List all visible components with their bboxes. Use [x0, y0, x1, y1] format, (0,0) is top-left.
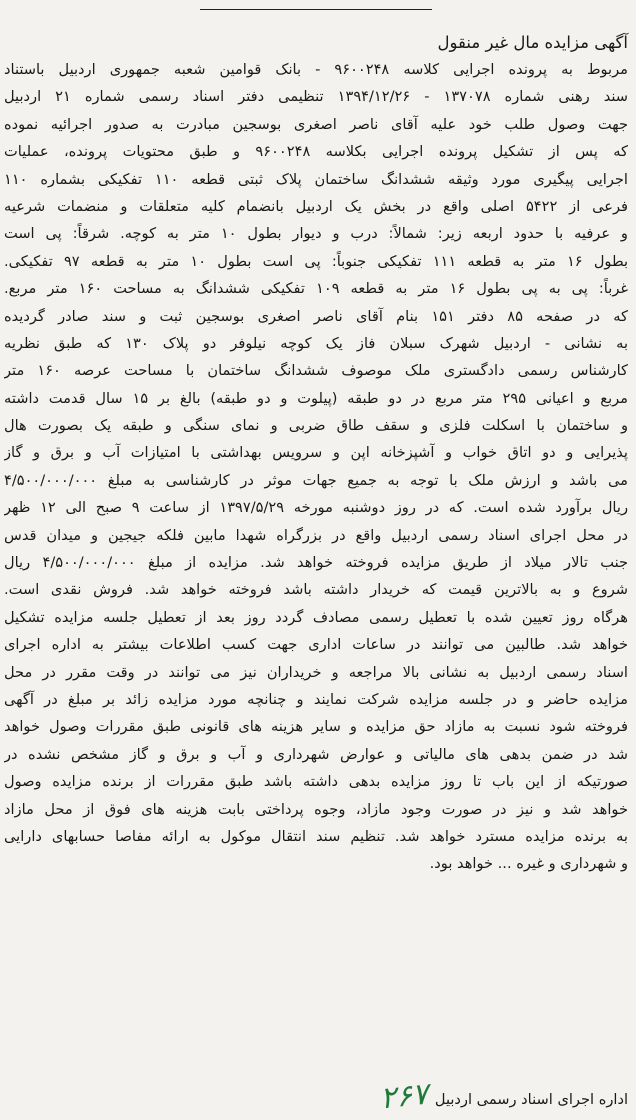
notice-line: در محل اجرای اسناد رسمی اردبیل واقع در بزرگراه شهدا مابین فلکه جیجین و میدان قدس [4, 526, 628, 544]
notice-line: جهت وصول طلب خود علیه آقای ناصر اصغری بوسجین مبادرت به صدور اجرائیه نموده [4, 115, 628, 133]
notice-line: مربوط به پرونده اجرایی کلاسه ۹۶۰۰۲۴۸ - بانک قوامین شعبه جمهوری اردبیل باستناد [4, 61, 628, 78]
notice-line: و عرفیه با حدود اربعه زیر: شمالاً: درب و دیوار بطول ۱۰ متر به کوچه. شرقاً: پی است [4, 225, 628, 243]
notice-line: به نشانی - اردبیل شهرک سبلان فاز یک کوچه نیلوفر دو پلاک ۱۳۰ که طبق نظریه [4, 334, 628, 352]
notice-line: اجرایی پیگیری مورد وثیقه ششدانگ ساختمان پلاک ثبتی قطعه ۱۱۰ تفکیکی بشماره ۱۱۰ [4, 170, 628, 188]
notice-line: مزایده حاضر و در جلسه مزایده شرکت نمایند و چنانچه مورد مزایده زائد بر مبلغ در آگهی [4, 690, 628, 708]
notice-line: ریال برآورد شده است. که در روز دوشنبه مورخه ۱۳۹۷/۵/۲۹ از ساعت ۹ صبح الی ۱۲ ظهر [4, 499, 628, 517]
notice-line: شد در ضمن بدهی های مالیاتی و عوارض شهرداری و آب و برق و گاز مشخص نشده در [4, 745, 628, 763]
notice-line: می باشد و ارزش ملک با توجه به جمیع جهات موثر در کارشناسی به مبلغ ۴/۵۰۰/۰۰۰/۰۰۰ [4, 471, 628, 489]
notice-line: شروع و به بالاترین قیمت که خریدار داشته باشد فروخته خواهد شد. فروش نقدی است. [4, 581, 628, 599]
notice-line: غرباً: پی به پی بطول ۱۶ متر به قطعه ۱۰۹ تفکیکی ششدانگ به مساحت ۱۶۰ متر مربع. [4, 280, 628, 298]
notice-line: بطول ۱۶ متر به قطعه ۱۱۱ تفکیکی جنوباً: پی است بطول ۱۰ متر به قطعه ۹۷ تفکیکی. [4, 252, 628, 270]
issuing-office: اداره اجرای اسناد رسمی اردبیل [434, 1091, 628, 1108]
notice-line: و ساختمان با اسکلت فلزی و سقف طاق ضربی و نمای سنگی و طبقه یک بصورت هال [4, 417, 628, 435]
top-divider [200, 9, 432, 10]
notice-line: خواهد شد و نیز در صورت وجود مازاد، وجوه پرداختی بابت هزینه های فوق از محل مازاد [4, 800, 628, 818]
notice-line: و شهرداری و غیره ... خواهد بود. [429, 855, 628, 873]
notice-line: به برنده مزایده مسترد خواهد شد. تنظیم سند انتقال موکول به ارائه مفاصا حسابهای دارایی [4, 827, 628, 845]
notice-line: که در صفحه ۸۵ دفتر ۱۵۱ بنام آقای ناصر اصغری بوسجین ثبت و سند صادر گردیده [4, 307, 628, 325]
notice-line: مربع و اعیانی ۲۹۵ متر مربع در دو طبقه (پیلوت و دو طبقه) بالغ بر ۱۵ سال قدمت داشته [4, 389, 628, 407]
notice-body [4, 56, 628, 878]
notice-line: خواهد شد. طالبین می توانند در ساعات اداری جهت کسب اطلاعات بیشتر به اداره اجرای [4, 636, 628, 654]
notice-line: جنب تالار میلاد از طریق مزایده فروخته خواهد شد. مزایده از مبلغ ۴/۵۰۰/۰۰۰/۰۰۰ ریال [4, 554, 628, 572]
notice-line: که پس از تشکیل پرونده اجرایی بکلاسه ۹۶۰۰۲۴۸ و طبق محتویات پرونده، عملیات [4, 143, 628, 161]
signature-block [4, 1076, 628, 1117]
notice-line: فروخته شود نسبت به مازاد حق مزایده و سایر هزینه های قانونی طبق مقررات وصول خواهد [4, 718, 628, 736]
notice-title: آگهی مزایده مال غیر منقول [437, 33, 628, 52]
notice-line: هرگاه روز تعیین شده با تعطیل رسمی مصادف گردد روز بعد از تعطیل جلسه مزایده تشکیل [4, 608, 628, 626]
notice-line: فرعی از ۵۴۲۲ اصلی واقع در بخش یک اردبیل بانضمام کلیه متعلقات و منضمات شرعیه [4, 197, 628, 215]
auction-notice [4, 30, 628, 878]
handwritten-mark: ۲۶۷ [377, 1076, 430, 1117]
notice-line: سند رهنی شماره ۱۳۷۰۷۸ - ۱۳۹۴/۱۲/۲۶ تنظیمی دفتر اسناد رسمی شماره ۲۱ اردبیل [4, 88, 628, 106]
notice-line: صورتیکه از این باب تا روز مزایده بدهی داشته باشد طبق مقررات از برنده مزایده وصول [4, 773, 628, 791]
notice-line: اسناد رسمی اردبیل به نشانی بالا مراجعه و خریداران نیز می توانند در وقت مقرر در محل [4, 663, 628, 681]
notice-line: کارشناس رسمی دادگستری ملک موصوف ششدانگ ساختمان با مساحت عرصه ۱۶۰ متر [4, 362, 628, 380]
notice-line: پذیرایی و دو اتاق خواب و آشپزخانه اپن و سرویس بهداشتی با امتیازات آب و برق و گاز [4, 444, 628, 462]
